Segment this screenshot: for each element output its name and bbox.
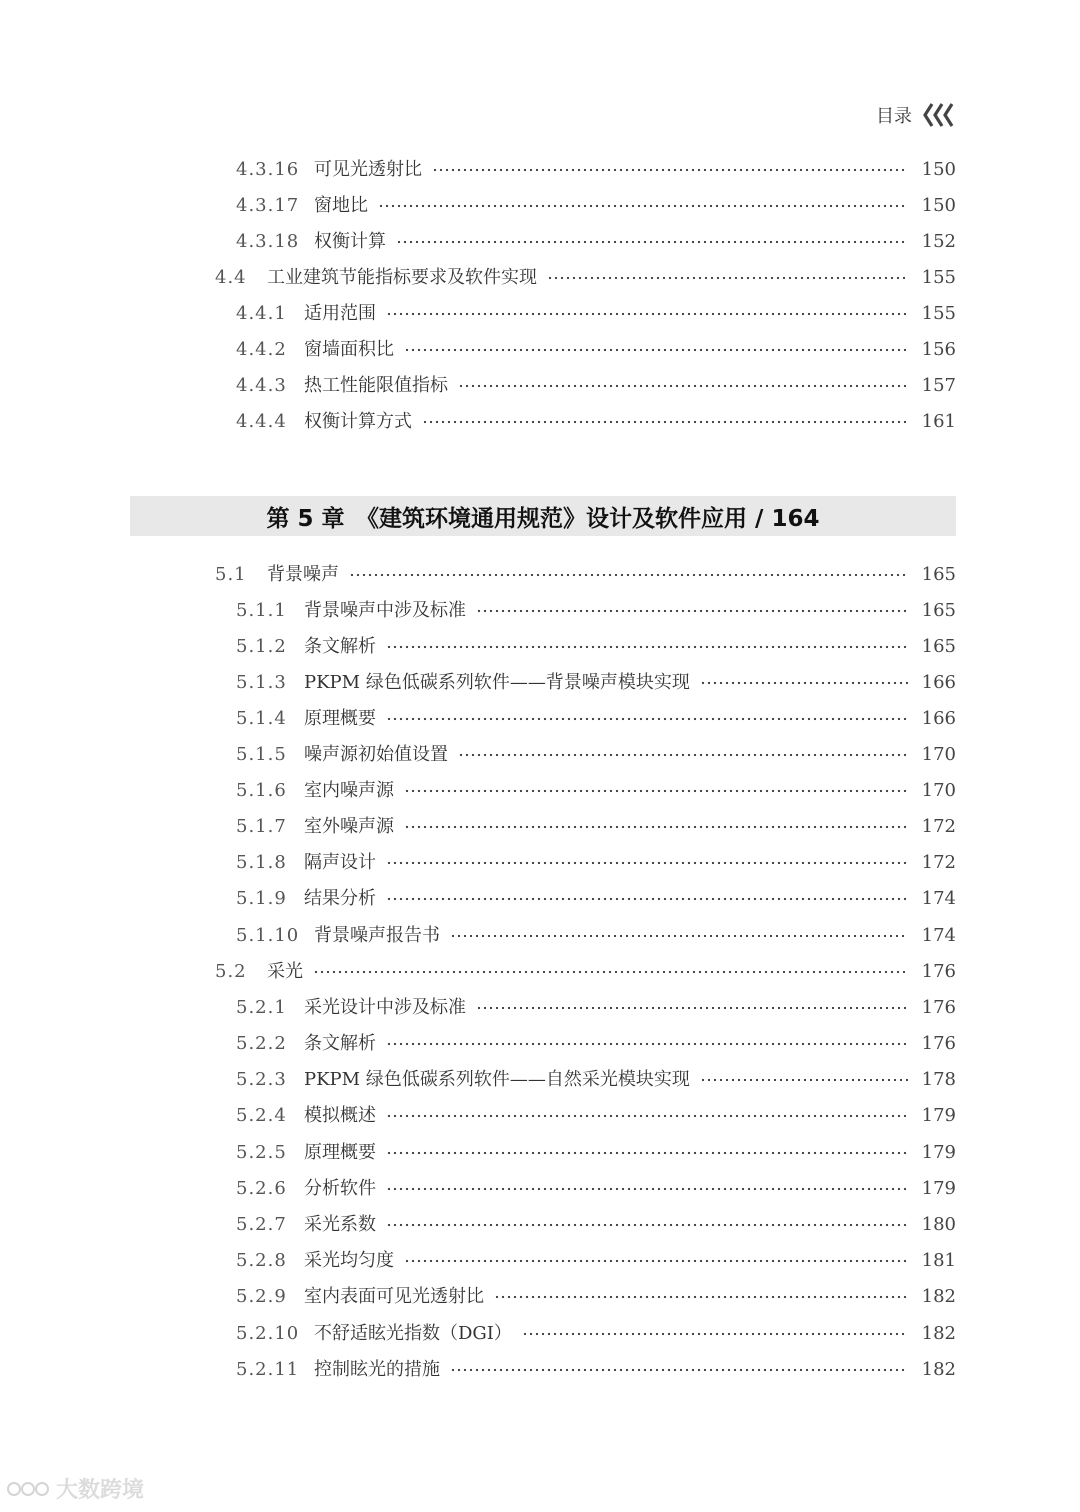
toc-entry-number: 4.4.4	[236, 411, 287, 432]
page-header	[876, 100, 956, 130]
dot-leader	[458, 384, 908, 388]
triple-chevron-left-icon	[922, 102, 956, 128]
toc-entry[interactable]	[0, 994, 1080, 1022]
toc-entry[interactable]	[0, 1030, 1080, 1058]
dot-leader	[404, 789, 908, 793]
toc-entry-title: 室外噪声源	[304, 816, 394, 837]
toc-entry-number: 4.4.1	[236, 303, 287, 324]
dot-leader	[432, 168, 908, 172]
dot-leader	[386, 1114, 908, 1118]
toc-entry[interactable]	[0, 849, 1080, 877]
toc-entry-page: 152	[921, 231, 956, 252]
toc-entry[interactable]	[0, 372, 1080, 400]
toc-entry-title: 采光系数	[304, 1214, 376, 1235]
toc-section-entry[interactable]	[0, 561, 1080, 589]
dot-leader	[313, 970, 908, 974]
toc-entry-page: 181	[921, 1250, 956, 1271]
dot-leader	[404, 348, 908, 352]
toc-entry[interactable]	[0, 1283, 1080, 1311]
toc-entry-number: 5.1.4	[236, 708, 287, 729]
toc-entry[interactable]	[0, 597, 1080, 625]
toc-entry-page: 182	[921, 1286, 956, 1307]
toc-entry-number: 5.2.3	[236, 1069, 287, 1090]
toc-entry-title: 权衡计算方式	[304, 411, 412, 432]
toc-entry[interactable]	[0, 777, 1080, 805]
toc-entry-page: 180	[921, 1214, 956, 1235]
toc-entry[interactable]	[0, 1356, 1080, 1384]
toc-entry-page: 165	[921, 600, 956, 621]
toc-entry-title: 背景噪声中涉及标准	[304, 600, 466, 621]
toc-entry-number: 5.1.3	[236, 672, 287, 693]
toc-entry-number: 5.2.9	[236, 1286, 287, 1307]
toc-entry[interactable]	[0, 228, 1080, 256]
toc-entry-number: 5.1.2	[236, 636, 287, 657]
toc-entry-title: 条文解析	[304, 1033, 376, 1054]
toc-entry-number: 5.1.10	[236, 925, 300, 946]
toc-entry-page: 161	[921, 411, 956, 432]
toc-entry-page: 172	[921, 852, 956, 873]
toc-entry-number: 5.2.4	[236, 1105, 287, 1126]
toc-entry-number: 5.1.1	[236, 600, 287, 621]
toc-entry-number: 5.1.7	[236, 816, 287, 837]
toc-entry-number: 5.1	[215, 564, 247, 585]
toc-entry[interactable]	[0, 408, 1080, 436]
toc-section-entry[interactable]	[0, 958, 1080, 986]
dot-leader	[386, 1151, 908, 1155]
toc-entry-title: 原理概要	[304, 1142, 376, 1163]
dot-leader	[476, 1006, 908, 1010]
toc-entry-title: PKPM 绿色低碳系列软件——自然采光模块实现	[304, 1069, 690, 1090]
toc-entry-page: 150	[921, 159, 956, 180]
toc-entry-title: 噪声源初始值设置	[304, 744, 448, 765]
toc-entry-page: 150	[921, 195, 956, 216]
toc-entry-title: 窗墙面积比	[304, 339, 394, 360]
dot-leader	[476, 609, 908, 613]
header-title: 目录	[876, 106, 912, 127]
toc-entry-page: 176	[921, 1033, 956, 1054]
toc-entry[interactable]	[0, 633, 1080, 661]
toc-entry-page: 165	[921, 564, 956, 585]
toc-entry-page: 170	[921, 744, 956, 765]
toc-entry-page: 155	[921, 303, 956, 324]
dot-leader	[700, 1078, 908, 1082]
toc-entry-title: 可见光透射比	[314, 159, 422, 180]
toc-entry-title: 适用范围	[304, 303, 376, 324]
watermark	[6, 1473, 144, 1504]
toc-entry[interactable]	[0, 741, 1080, 769]
toc-entry-number: 5.1.6	[236, 780, 287, 801]
toc-entry[interactable]	[0, 1320, 1080, 1348]
toc-entry-page: 176	[921, 997, 956, 1018]
dot-leader	[458, 753, 908, 757]
dot-leader	[700, 681, 908, 685]
toc-entry-title: 控制眩光的措施	[314, 1359, 440, 1380]
toc-entry-number: 5.1.5	[236, 744, 287, 765]
toc-entry-title: 不舒适眩光指数（DGI）	[314, 1323, 512, 1344]
toc-entry-title: 窗地比	[314, 195, 368, 216]
toc-entry-title: 室内噪声源	[304, 780, 394, 801]
toc-entry-title: 采光设计中涉及标准	[304, 997, 466, 1018]
dot-leader	[386, 645, 908, 649]
toc-entry[interactable]	[0, 1066, 1080, 1094]
toc-entry[interactable]	[0, 156, 1080, 184]
toc-entry[interactable]	[0, 336, 1080, 364]
toc-entry-number: 4.3.17	[236, 195, 300, 216]
dot-leader	[386, 861, 908, 865]
toc-entry-number: 5.2.1	[236, 997, 287, 1018]
toc-entry-number: 5.1.8	[236, 852, 287, 873]
toc-entry[interactable]	[0, 300, 1080, 328]
toc-entry-page: 179	[921, 1105, 956, 1126]
dot-leader	[422, 420, 908, 424]
dot-leader	[386, 1223, 908, 1227]
dot-leader	[404, 1259, 908, 1263]
toc-entry-number: 5.2.2	[236, 1033, 287, 1054]
toc-entry-page: 170	[921, 780, 956, 801]
dot-leader	[396, 240, 908, 244]
toc-entry-title: 背景噪声	[267, 564, 339, 585]
dot-leader	[378, 204, 908, 208]
dot-leader	[349, 573, 908, 577]
dot-leader	[450, 934, 908, 938]
toc-entry-page: 166	[921, 672, 956, 693]
dot-leader	[386, 717, 908, 721]
toc-entry[interactable]	[0, 1139, 1080, 1167]
toc-entry-title: 室内表面可见光透射比	[304, 1286, 484, 1307]
toc-entry-page: 166	[921, 708, 956, 729]
toc-entry-title: 分析软件	[304, 1178, 376, 1199]
toc-entry-number: 4.3.16	[236, 159, 300, 180]
toc-entry-page: 182	[921, 1323, 956, 1344]
toc-entry[interactable]	[0, 669, 1080, 697]
toc-entry-number: 4.3.18	[236, 231, 300, 252]
chapter-heading: 第 5 章 《建筑环境通用规范》设计及软件应用 / 164	[266, 505, 820, 532]
dot-leader	[386, 1042, 908, 1046]
toc-entry[interactable]	[0, 885, 1080, 913]
toc-section-entry[interactable]	[0, 264, 1080, 292]
toc-entry-page: 179	[921, 1142, 956, 1163]
dot-leader	[450, 1368, 908, 1372]
toc-entry-number: 5.2.7	[236, 1214, 287, 1235]
toc-entry-page: 182	[921, 1359, 956, 1380]
dot-leader	[547, 276, 908, 280]
toc-entry[interactable]	[0, 1211, 1080, 1239]
toc-entry-title: 原理概要	[304, 708, 376, 729]
toc-entry-number: 5.2.10	[236, 1323, 300, 1344]
toc-entry-page: 174	[921, 888, 956, 909]
dot-leader	[386, 1187, 908, 1191]
toc-entry-number: 4.4	[215, 267, 247, 288]
toc-entry-page: 157	[921, 375, 956, 396]
toc-entry-page: 156	[921, 339, 956, 360]
dot-leader	[494, 1295, 908, 1299]
toc-entry-number: 5.1.9	[236, 888, 287, 909]
toc-entry-title: 条文解析	[304, 636, 376, 657]
toc-entry-title: 权衡计算	[314, 231, 386, 252]
toc-entry[interactable]	[0, 1247, 1080, 1275]
toc-entry-title: 采光均匀度	[304, 1250, 394, 1271]
toc-entry-number: 5.2.6	[236, 1178, 287, 1199]
toc-entry-number: 5.2.5	[236, 1142, 287, 1163]
dot-leader	[522, 1332, 908, 1336]
toc-entry-page: 178	[921, 1069, 956, 1090]
toc-entry-number: 5.2.11	[236, 1359, 300, 1380]
toc-entry-title: 隔声设计	[304, 852, 376, 873]
toc-entry-title: PKPM 绿色低碳系列软件——背景噪声模块实现	[304, 672, 690, 693]
toc-entry[interactable]	[0, 813, 1080, 841]
toc-entry-page: 172	[921, 816, 956, 837]
toc-entry-page: 155	[921, 267, 956, 288]
toc-entry-title: 模拟概述	[304, 1105, 376, 1126]
toc-entry-title: 背景噪声报告书	[314, 925, 440, 946]
toc-entry[interactable]	[0, 192, 1080, 220]
toc-entry[interactable]	[0, 1102, 1080, 1130]
dot-leader	[386, 312, 908, 316]
toc-entry-title: 结果分析	[304, 888, 376, 909]
toc-entry-number: 4.4.3	[236, 375, 287, 396]
toc-entry[interactable]	[0, 1175, 1080, 1203]
toc-entry-page: 174	[921, 925, 956, 946]
toc-entry-number: 4.4.2	[236, 339, 287, 360]
watermark-logo-icon	[6, 1478, 50, 1500]
dot-leader	[404, 825, 908, 829]
dot-leader	[386, 897, 908, 901]
toc-entry[interactable]	[0, 922, 1080, 950]
toc-entry-number: 5.2.8	[236, 1250, 287, 1271]
toc-entry-page: 165	[921, 636, 956, 657]
toc-entry[interactable]	[0, 705, 1080, 733]
chapter-heading-bar[interactable]	[130, 496, 956, 536]
toc-entry-title: 工业建筑节能指标要求及软件实现	[267, 267, 537, 288]
toc-entry-title: 采光	[267, 961, 303, 982]
toc-entry-number: 5.2	[215, 961, 247, 982]
watermark-text: 大数跨境	[56, 1478, 145, 1503]
toc-entry-title: 热工性能限值指标	[304, 375, 448, 396]
toc-entry-page: 179	[921, 1178, 956, 1199]
toc-entry-page: 176	[921, 961, 956, 982]
